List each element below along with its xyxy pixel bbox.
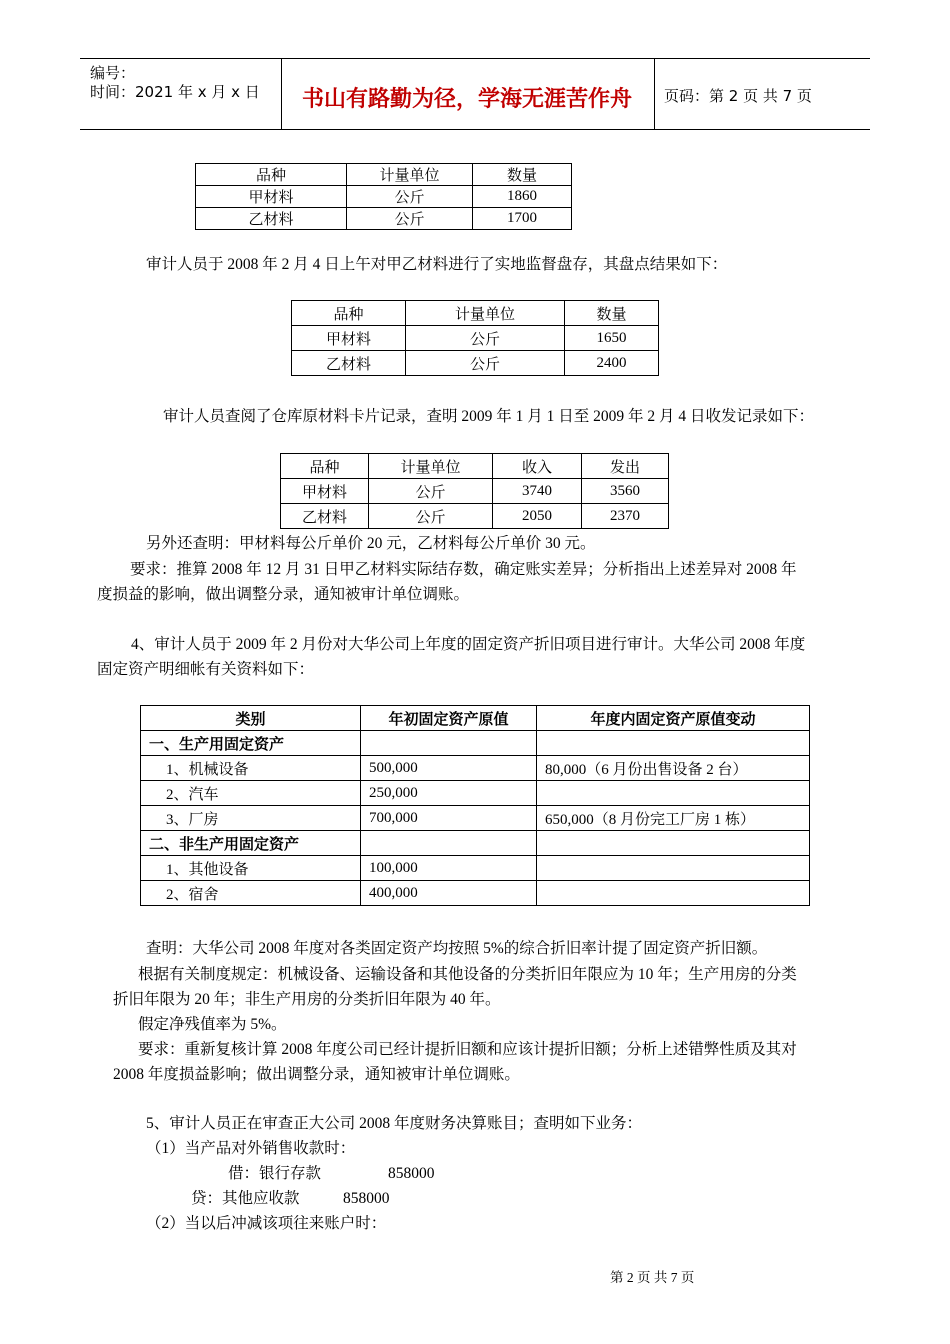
paragraph: 另外还查明：甲材料每公斤单价 20 元，乙材料每公斤单价 30 元。: [146, 535, 596, 552]
table-cell: [537, 731, 810, 756]
table-cell: 650,000（8 月份完工厂房 1 栋）: [537, 806, 810, 831]
table-cell: [361, 831, 537, 856]
table-cell: [537, 856, 810, 881]
table-cell: 700,000: [361, 806, 537, 831]
table-row: [141, 856, 810, 881]
header-time: 时间：2021 年 x 月 x 日: [90, 83, 260, 101]
table-physical-count: [291, 300, 659, 376]
table-cell: 乙材料: [196, 208, 347, 230]
table-cell: 乙材料: [281, 504, 369, 529]
table-cell: 100,000: [361, 856, 537, 881]
table-row: [292, 351, 659, 376]
table-cell: 400,000: [361, 881, 537, 906]
paragraph: 要求：推算 2008 年 12 月 31 日甲乙材料实际结存数，确定账实差异；分析指出上述差异对 2008 年: [130, 561, 797, 578]
header-serial: 编号：: [90, 64, 136, 82]
table-header: 计量单位: [406, 301, 565, 326]
table-cell: [361, 731, 537, 756]
table-header: 数量: [565, 301, 659, 326]
header-divider: [281, 59, 282, 129]
table-cell: 3740: [493, 479, 582, 504]
table-header: 计量单位: [369, 454, 493, 479]
table-header: 品种: [292, 301, 406, 326]
table-cell: 500,000: [361, 756, 537, 781]
table-row: [141, 781, 810, 806]
header-page-number: 页码：第 2 页 共 7 页: [664, 87, 812, 105]
table-cell: 3560: [582, 479, 669, 504]
paragraph: （2）当以后冲减该项往来账户时：: [146, 1215, 387, 1232]
paragraph: （1）当产品对外销售收款时：: [146, 1140, 356, 1157]
paragraph: 要求：重新复核计算 2008 年度公司已经计提折旧额和应该计提折旧额；分析上述错弊性质及其对: [138, 1041, 797, 1058]
header-motto: 书山有路勤为径，学海无涯苦作舟: [302, 87, 633, 112]
table-cell: 一、生产用固定资产: [141, 731, 361, 756]
table-cell: 公斤: [369, 504, 493, 529]
page-footer: 第 2 页 共 7 页: [610, 1270, 695, 1285]
paragraph: 假定净残值率为 5%。: [138, 1016, 287, 1033]
table-header: 数量: [473, 164, 572, 186]
table-cell: 1650: [565, 326, 659, 351]
journal-credit-amount: 858000: [343, 1190, 390, 1207]
table-header: 年度内固定资产原值变动: [537, 706, 810, 731]
table-cell: [537, 881, 810, 906]
table-header: 年初固定资产原值: [361, 706, 537, 731]
paragraph: 审计人员于 2008 年 2 月 4 日上午对甲乙材料进行了实地监督盘存，其盘点结果如下：: [146, 256, 728, 273]
question-5: 5、审计人员正在审查正大公司 2008 年度财务决算账目；查明如下业务：: [146, 1115, 643, 1132]
table-row: [196, 186, 572, 208]
table-cell: 2、宿舍: [141, 881, 361, 906]
table-cell: 1860: [473, 186, 572, 208]
table-cell: [537, 831, 810, 856]
table-cell: 2050: [493, 504, 582, 529]
table-row: [292, 326, 659, 351]
table-fixed-assets: [140, 705, 810, 906]
table-cell: 2370: [582, 504, 669, 529]
table-cell: 2、汽车: [141, 781, 361, 806]
paragraph: 2008 年度损益影响；做出调整分录，通知被审计单位调账。: [113, 1066, 520, 1083]
table-header: 类别: [141, 706, 361, 731]
table-cell: 公斤: [347, 186, 473, 208]
table-cell: 甲材料: [281, 479, 369, 504]
table-cell: 甲材料: [292, 326, 406, 351]
table-cell: 甲材料: [196, 186, 347, 208]
table-row: [141, 731, 810, 756]
table-cell: 公斤: [369, 479, 493, 504]
paragraph: 根据有关制度规定：机械设备、运输设备和其他设备的分类折旧年限应为 10 年；生产用房的分类: [138, 966, 797, 983]
table-cell: 乙材料: [292, 351, 406, 376]
table-receipts-issues: [280, 453, 669, 529]
table-cell: 公斤: [406, 326, 565, 351]
table-row: [281, 479, 669, 504]
table-cell: 80,000（6 月份出售设备 2 台）: [537, 756, 810, 781]
journal-credit: 贷：其他应收款: [191, 1190, 300, 1207]
table-header: 品种: [196, 164, 347, 186]
table-cell: 1、机械设备: [141, 756, 361, 781]
table-cell: 二、非生产用固定资产: [141, 831, 361, 856]
paragraph: 审计人员查阅了仓库原材料卡片记录，查明 2009 年 1 月 1 日至 2009 年 2 月 4 日收发记录如下：: [163, 408, 815, 425]
table-cell: 250,000: [361, 781, 537, 806]
table-row: [141, 881, 810, 906]
table-header: 计量单位: [347, 164, 473, 186]
table-cell: [537, 781, 810, 806]
table-cell: 1、其他设备: [141, 856, 361, 881]
table-header: 发出: [582, 454, 669, 479]
table-row: [141, 756, 810, 781]
paragraph: 度损益的影响，做出调整分录，通知被审计单位调账。: [97, 586, 470, 603]
table-cell: 1700: [473, 208, 572, 230]
paragraph: 固定资产明细帐有关资料如下：: [97, 661, 315, 678]
table-row: [141, 831, 810, 856]
journal-debit-amount: 858000: [388, 1165, 435, 1182]
table-row: [141, 806, 810, 831]
table-row: [281, 504, 669, 529]
question-4: 4、审计人员于 2009 年 2 月份对大华公司上年度的固定资产折旧项目进行审计。大华公司 2008 年度: [131, 636, 806, 653]
table-header: 收入: [493, 454, 582, 479]
table-cell: 公斤: [406, 351, 565, 376]
table-row: [196, 208, 572, 230]
table-cell: 3、厂房: [141, 806, 361, 831]
paragraph: 查明：大华公司 2008 年度对各类固定资产均按照 5%的综合折旧率计提了固定资产折旧额。: [146, 940, 768, 957]
table-book-inventory: [195, 163, 572, 230]
journal-debit: 借：银行存款: [228, 1165, 322, 1182]
table-cell: 公斤: [347, 208, 473, 230]
paragraph: 折旧年限为 20 年；非生产用房的分类折旧年限为 40 年。: [113, 991, 501, 1008]
header-divider: [654, 59, 655, 129]
table-cell: 2400: [565, 351, 659, 376]
table-header: 品种: [281, 454, 369, 479]
page-header: [80, 58, 870, 130]
